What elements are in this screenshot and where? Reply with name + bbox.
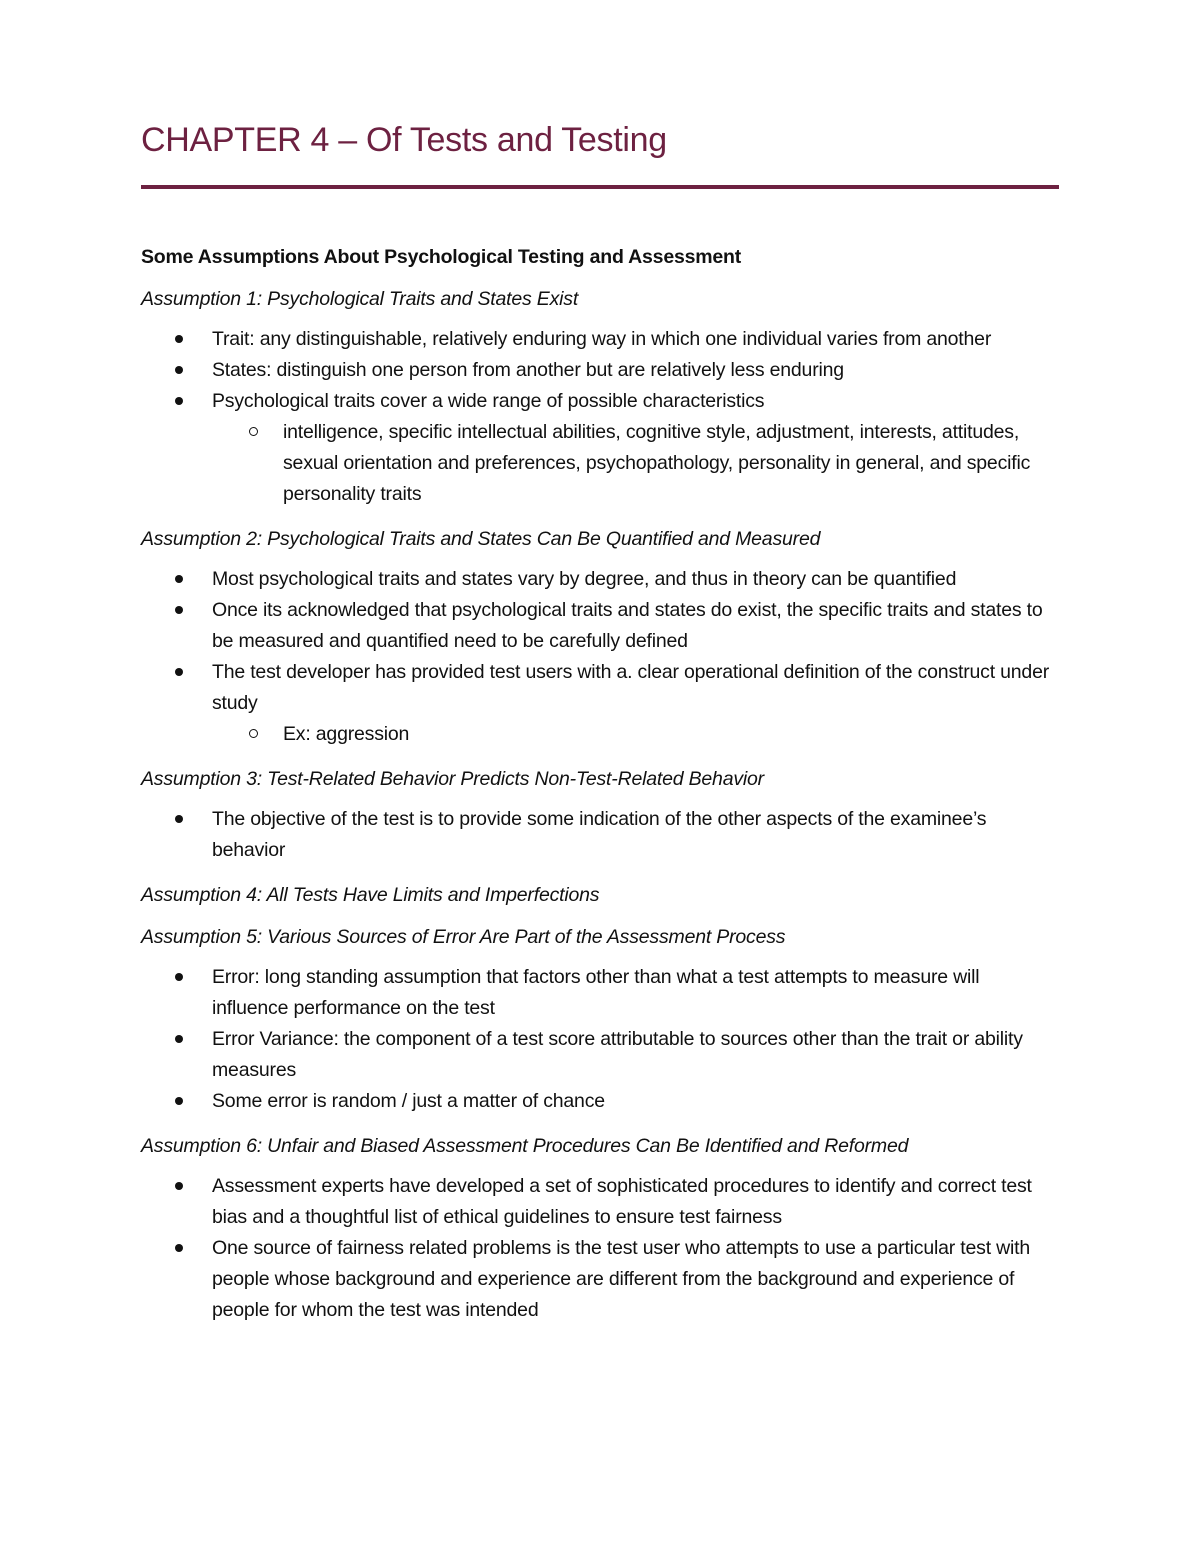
bullet-dot-icon <box>175 1035 183 1043</box>
assumption-heading: Assumption 1: Psychological Traits and States Exist <box>141 288 579 310</box>
chapter-title: CHAPTER 4 – Of Tests and Testing <box>141 121 667 159</box>
bullet-dot-icon <box>175 815 183 823</box>
bullet-text: Some error is random / just a matter of chance <box>212 1090 605 1112</box>
bullet-dot-icon <box>175 668 183 676</box>
assumption-heading: Assumption 3: Test-Related Behavior Predicts Non-Test-Related Behavior <box>141 768 764 790</box>
bullet-item <box>141 355 1060 386</box>
bullet-item <box>141 1171 1060 1233</box>
bullet-text: Most psychological traits and states vary by degree, and thus in theory can be quantified <box>212 568 957 590</box>
bullet-dot-icon <box>175 1182 183 1190</box>
bullet-item <box>141 962 1060 1024</box>
bullet-text: States: distinguish one person from another but are relatively less enduring <box>212 359 844 381</box>
bullet-dot-icon <box>175 335 183 343</box>
bullet-list <box>141 324 1060 510</box>
bullet-dot-icon <box>175 1097 183 1105</box>
bullet-item <box>141 564 1060 595</box>
bullet-item <box>141 386 1060 510</box>
bullet-dot-icon <box>175 973 183 981</box>
title-rule <box>141 185 1059 189</box>
bullet-text: Error: long standing assumption that factors other than what a test attempts to measure will influence performance on the test <box>212 966 980 1019</box>
hollow-circle-icon <box>249 427 258 436</box>
assumption-heading: Assumption 4: All Tests Have Limits and Imperfections <box>141 884 600 906</box>
bullet-item <box>141 804 1060 866</box>
assumption-heading: Assumption 5: Various Sources of Error Are Part of the Assessment Process <box>141 926 786 948</box>
bullet-text: Once its acknowledged that psychological traits and states do exist, the specific traits and states to be measured and quantified need to be carefully defined <box>212 599 1043 652</box>
bullet-list <box>141 962 1060 1117</box>
bullet-list <box>141 1171 1060 1326</box>
bullet-dot-icon <box>175 397 183 405</box>
bullet-list <box>141 564 1060 750</box>
bullet-item <box>141 1233 1060 1326</box>
bullet-text: Psychological traits cover a wide range of possible characteristics <box>212 390 765 412</box>
assumptions-list <box>141 286 1060 1326</box>
bullet-item <box>141 1086 1060 1117</box>
bullet-item <box>141 1024 1060 1086</box>
assumption-heading: Assumption 2: Psychological Traits and States Can Be Quantified and Measured <box>141 528 821 550</box>
sub-bullet-list <box>212 417 1060 510</box>
assumption-heading: Assumption 6: Unfair and Biased Assessment Procedures Can Be Identified and Reformed <box>141 1135 909 1157</box>
bullet-list <box>141 804 1060 866</box>
bullet-text: One source of fairness related problems is the test user who attempts to use a particular test with people whose background and experience are different from the background and experience of people for whom the test was intended <box>212 1237 1031 1321</box>
hollow-circle-icon <box>249 729 258 738</box>
bullet-dot-icon <box>175 1244 183 1252</box>
bullet-text: Trait: any distinguishable, relatively enduring way in which one individual varies from another <box>212 328 992 350</box>
bullet-dot-icon <box>175 606 183 614</box>
sub-bullet-item <box>212 417 1060 510</box>
bullet-item <box>141 595 1060 657</box>
bullet-dot-icon <box>175 366 183 374</box>
bullet-dot-icon <box>175 575 183 583</box>
bullet-text: The objective of the test is to provide some indication of the other aspects of the examinee’s behavior <box>212 808 987 861</box>
bullet-item <box>141 657 1060 750</box>
sub-bullet-list <box>212 719 1060 750</box>
sub-bullet-text: intelligence, specific intellectual abilities, cognitive style, adjustment, interests, attitudes, sexual orientation and preferences, psychopathology, personality in general, and specific personality traits <box>283 421 1031 505</box>
sub-bullet-text: Ex: aggression <box>283 723 410 745</box>
bullet-text: Assessment experts have developed a set of sophisticated procedures to identify and correct test bias and a thoughtful list of ethical guidelines to ensure test fairness <box>212 1175 1032 1228</box>
sub-bullet-item <box>212 719 1060 750</box>
bullet-item <box>141 324 1060 355</box>
bullet-text: Error Variance: the component of a test score attributable to sources other than the trait or ability measures <box>212 1028 1023 1081</box>
section-heading: Some Assumptions About Psychological Testing and Assessment <box>141 246 742 268</box>
bullet-text: The test developer has provided test users with a. clear operational definition of the construct under study <box>212 661 1050 714</box>
